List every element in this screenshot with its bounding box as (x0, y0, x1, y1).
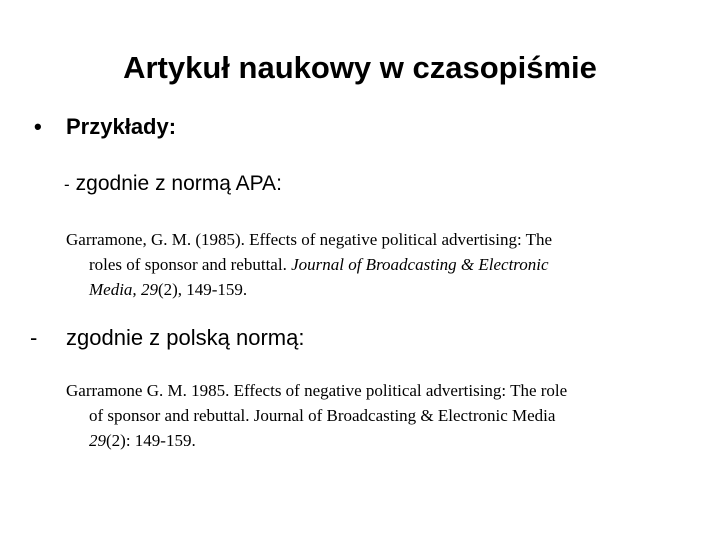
apa-citation (66, 227, 666, 302)
polish-citation-line-3 (66, 428, 666, 453)
apa-citation-title: roles of sponsor and rebuttal. (89, 255, 292, 274)
examples-bullet (34, 112, 176, 142)
polish-citation-line-2: of sponsor and rebuttal. Journal of Broadcasting & Electronic Media (89, 406, 556, 425)
polish-issue-pages: (2): 149-159. (106, 431, 196, 450)
apa-journal-name: Journal of Broadcasting & Electronic (291, 255, 549, 274)
polish-heading (30, 324, 304, 352)
apa-heading-text: zgodnie z normą APA: (75, 172, 282, 195)
polish-heading-text: zgodnie z polską normą: (66, 325, 305, 350)
apa-issue-pages: (2), 149-159. (157, 280, 248, 299)
apa-citation-line-2 (66, 252, 666, 277)
apa-volume: 29 (140, 280, 158, 299)
polish-dash: - (30, 325, 38, 350)
polish-citation (66, 378, 666, 453)
apa-citation-line-1: Garramone, G. M. (1985). Effects of negative political advertising: The (66, 230, 553, 249)
apa-journal-name-end: Media, (89, 280, 141, 299)
bullet-marker: • (34, 114, 42, 139)
apa-dash: - (64, 175, 70, 194)
apa-heading (64, 170, 282, 199)
slide-title: Artykuł naukowy w czasopiśmie (123, 50, 597, 85)
examples-label: Przykłady: (66, 114, 177, 139)
polish-volume: 29 (89, 431, 106, 450)
polish-citation-line-1: Garramone G. M. 1985. Effects of negative political advertising: The role (66, 381, 568, 400)
apa-citation-line-3 (66, 277, 666, 302)
